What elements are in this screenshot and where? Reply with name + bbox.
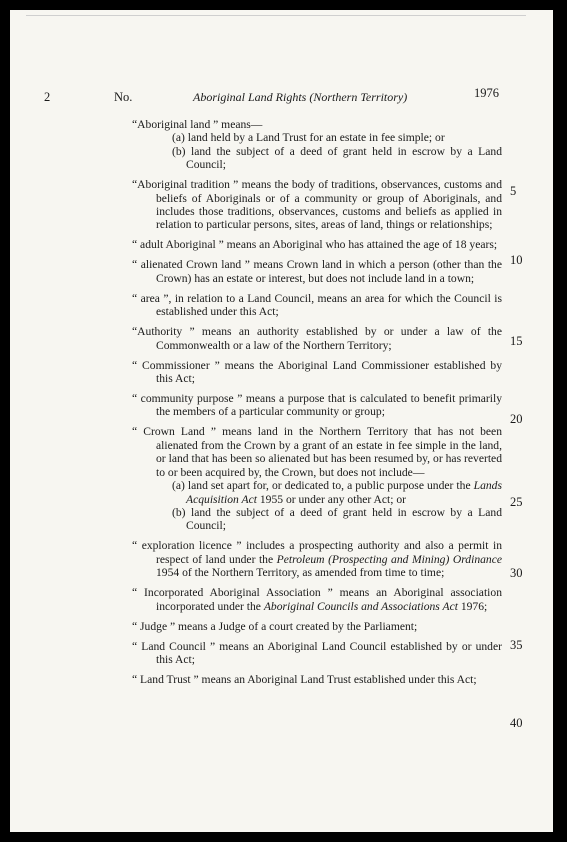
line-number-20: 20 bbox=[510, 412, 523, 426]
definition-commissioner: “ Commissioner ” means the Aboriginal Land Commissioner established by this Act; bbox=[132, 358, 502, 386]
definition-text: “ exploration licence ” includes a prospecting authority and also a permit in respect of land under the bbox=[132, 539, 502, 566]
definition-aboriginal-tradition: “Aboriginal tradition ” means the body of traditions, observances, customs and beliefs of Aboriginals or of a community or group of Aboriginals, and includes those traditions, observances, customs and beliefs as applied in relation to particular persons, sites, areas of land, things or relationships; bbox=[132, 178, 502, 232]
act-number-label: No. bbox=[114, 90, 133, 104]
definition-judge: “ Judge ” means a Judge of a court created by the Parliament; bbox=[132, 619, 418, 633]
line-number-35: 35 bbox=[510, 638, 523, 652]
definition-area: “ area ”, in relation to a Land Council, means an area for which the Council is established under this Act; bbox=[132, 291, 502, 319]
definition-text: “ Incorporated Aboriginal Association ” means an Aboriginal association incorporated under the bbox=[132, 586, 502, 613]
definition-text: “Aboriginal land ” means— bbox=[132, 118, 263, 131]
running-title bbox=[193, 90, 407, 105]
definition-authority: “Authority ” means an authority established by or under a law of the Commonwealth or a law of the Northern Territory; bbox=[132, 325, 502, 352]
definition-aboriginal-land bbox=[132, 118, 502, 172]
line-number-15: 15 bbox=[510, 334, 523, 348]
page-edge-line bbox=[26, 15, 526, 16]
act-name: Lands Acquisition Act bbox=[186, 479, 502, 506]
line-number-40: 40 bbox=[510, 716, 523, 730]
line-number-5: 5 bbox=[510, 184, 517, 198]
definitions-body bbox=[132, 118, 502, 693]
page-number: 2 bbox=[44, 90, 51, 104]
definition-exploration-licence bbox=[132, 539, 502, 579]
running-title-main: Aboriginal Land Rights bbox=[193, 90, 307, 104]
definition-land-trust: “ Land Trust ” means an Aboriginal Land Trust established under this Act; bbox=[132, 672, 477, 686]
line-number-30: 30 bbox=[510, 566, 523, 580]
definition-alienated-crown-land: “ alienated Crown land ” means Crown land in which a person (other than the Crown) has an estate or interest, but does not include land in a town; bbox=[132, 258, 502, 285]
definition-crown-land bbox=[132, 425, 502, 532]
line-number-10: 10 bbox=[510, 253, 523, 267]
definition-item-b: (b) land the subject of a deed of grant held in escrow by a Land Council; bbox=[172, 144, 502, 172]
line-number-25: 25 bbox=[510, 495, 523, 509]
definition-adult-aboriginal: “ adult Aboriginal ” means an Aboriginal who has attained the age of 18 years; bbox=[132, 238, 498, 252]
definition-item-a bbox=[172, 479, 502, 506]
definition-text: “ Crown Land ” means land in the Northern Territory that has not been alienated from the Crown by a grant of an estate in fee simple in the land, or land that has been so alienated but has been resumed by, or has reverted to or been acquired by, the Crown, but does not include— bbox=[132, 425, 502, 479]
item-a-text-end: 1955 or under any other Act; or bbox=[256, 492, 407, 506]
document-page bbox=[10, 10, 553, 832]
act-name: Aboriginal Councils and Associations Act bbox=[263, 599, 458, 613]
definition-community-purpose: “ community purpose ” means a purpose that is calculated to benefit primarily the members of a particular community or group; bbox=[132, 392, 502, 419]
definition-item-a: (a) land held by a Land Trust for an estate in fee simple; or bbox=[172, 131, 445, 145]
definition-item-b: (b) land the subject of a deed of grant held in escrow by a Land Council; bbox=[172, 505, 502, 533]
ordinance-name: Petroleum (Prospecting and Mining) Ordinance bbox=[276, 552, 503, 566]
act-year: 1976 bbox=[474, 86, 499, 100]
definition-text-end: 1976; bbox=[457, 599, 488, 613]
definition-text-end: 1954 of the Northern Territory, as amended from time to time; bbox=[156, 566, 445, 580]
definition-land-council: “ Land Council ” means an Aboriginal Land Council established by or under this Act; bbox=[132, 639, 502, 666]
running-title-paren: (Northern Territory) bbox=[309, 90, 408, 104]
item-a-text: (a) land set apart for, or dedicated to, a public purpose under the bbox=[172, 479, 474, 493]
definition-incorporated-association bbox=[132, 586, 502, 613]
